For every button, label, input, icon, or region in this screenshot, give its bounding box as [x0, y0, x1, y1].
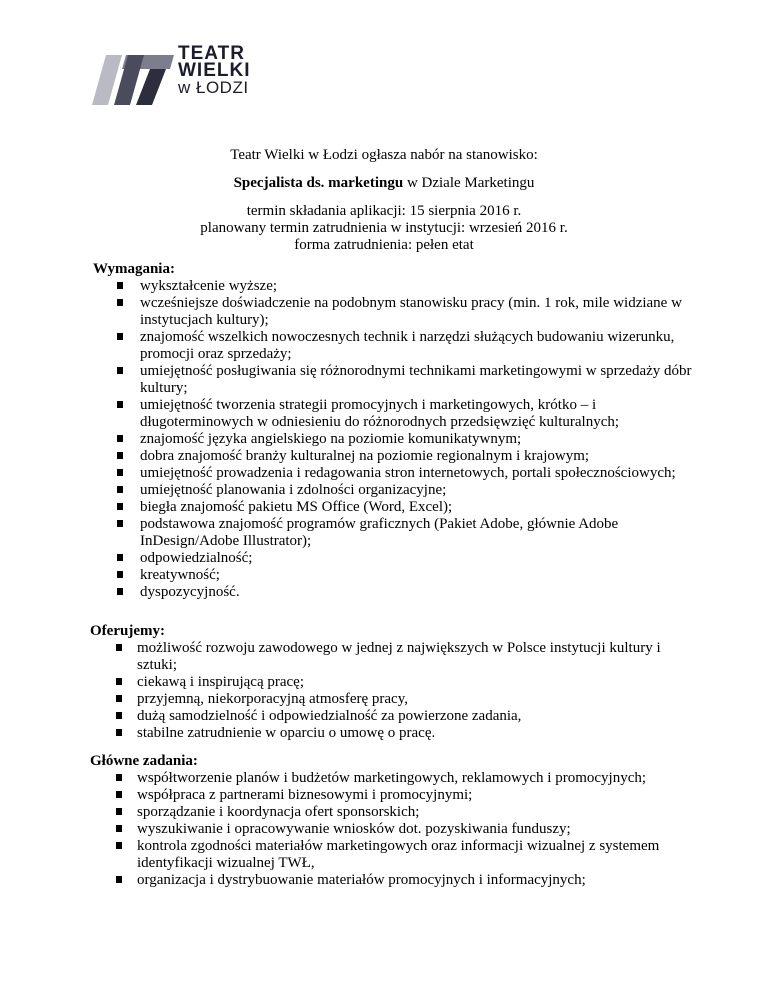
terms-block: [0, 203, 768, 254]
list-item: ciekawą i inspirującą pracę;: [90, 674, 690, 691]
list-item: wcześniejsze doświadczenie na podobnym stanowisku pracy (min. 1 rok, mile widziane w instytucjach kultury);: [93, 295, 693, 329]
tasks-list: [90, 770, 690, 889]
list-item: współtworzenie planów i budżetów marketingowych, reklamowych i promocyjnych;: [90, 770, 690, 787]
tasks-section: [90, 753, 690, 889]
list-item: znajomość języka angielskiego na poziomie komunikatywnym;: [93, 431, 693, 448]
list-item: kreatywność;: [93, 567, 693, 584]
planned-start-date: planowany termin zatrudnienia w instytucji: wrzesień 2016 r.: [200, 220, 568, 236]
list-item: biegła znajomość pakietu MS Office (Word, Excel);: [93, 499, 693, 516]
list-item: organizacja i dystrybuowanie materiałów promocyjnych i informacyjnych;: [90, 872, 690, 889]
teatr-wielki-logo: [92, 45, 262, 115]
position-line: [0, 175, 768, 192]
logo-line-3: w ŁODZI: [178, 78, 249, 97]
employment-form: forma zatrudnienia: pełen etat: [294, 237, 474, 253]
list-item: stabilne zatrudnienie w oparciu o umowę o pracę.: [90, 725, 690, 742]
list-item: wyszukiwanie i opracowywanie wniosków dot. pozyskiwania funduszy;: [90, 821, 690, 838]
tasks-title: Główne zadania:: [90, 753, 198, 769]
list-item: wykształcenie wyższe;: [93, 278, 693, 295]
list-item: współpraca z partnerami biznesowymi i promocyjnymi;: [90, 787, 690, 804]
list-item: umiejętność tworzenia strategii promocyjnych i marketingowych, krótko – i długoterminowych w odniesieniu do różnorodnych przedsięwzięć kulturalnych;: [93, 397, 693, 431]
list-item: podstawowa znajomość programów graficznych (Pakiet Adobe, głównie Adobe InDesign/Adobe Illustrator);: [93, 516, 693, 550]
list-item: umiejętność planowania i zdolności organizacyjne;: [93, 482, 693, 499]
list-item: kontrola zgodności materiałów marketingowych oraz informacji wizualnej z systemem identyfikacji wizualnej TWŁ,: [90, 838, 690, 872]
list-item: odpowiedzialność;: [93, 550, 693, 567]
intro-text: Teatr Wielki w Łodzi ogłasza nabór na stanowisko:: [230, 147, 538, 163]
logo-mark-icon: [92, 55, 174, 105]
logo-wordmark: [178, 45, 251, 96]
list-item: znajomość wszelkich nowoczesnych technik i narzędzi służących budowaniu wizerunku, promocji oraz sprzedaży;: [93, 329, 693, 363]
offer-section: [90, 623, 690, 742]
logo-line-2: WIELKI: [178, 60, 251, 81]
position-title: Specjalista ds. marketingu: [233, 175, 404, 191]
requirements-section: [93, 261, 693, 601]
requirements-list: [93, 278, 693, 601]
list-item: dyspozycyjność.: [93, 584, 693, 601]
requirements-title: Wymagania:: [93, 261, 175, 277]
list-item: możliwość rozwoju zawodowego w jednej z największych w Polsce instytucji kultury i sztuki;: [90, 640, 690, 674]
list-item: sporządzanie i koordynacja ofert sponsorskich;: [90, 804, 690, 821]
application-deadline: termin składania aplikacji: 15 sierpnia 2016 r.: [246, 203, 522, 219]
list-item: przyjemną, niekorporacyjną atmosferę pracy,: [90, 691, 690, 708]
list-item: dużą samodzielność i odpowiedzialność za powierzone zadania,: [90, 708, 690, 725]
position-department: w Dziale Marketingu: [403, 175, 535, 191]
list-item: umiejętność prowadzenia i redagowania stron internetowych, portali społecznościowych;: [93, 465, 693, 482]
offer-title: Oferujemy:: [90, 623, 165, 639]
list-item: umiejętność posługiwania się różnorodnymi technikami marketingowymi w sprzedaży dóbr kultury;: [93, 363, 693, 397]
list-item: dobra znajomość branży kulturalnej na poziomie regionalnym i krajowym;: [93, 448, 693, 465]
offer-list: [90, 640, 690, 742]
logo-line-1: TEATR: [178, 43, 245, 64]
